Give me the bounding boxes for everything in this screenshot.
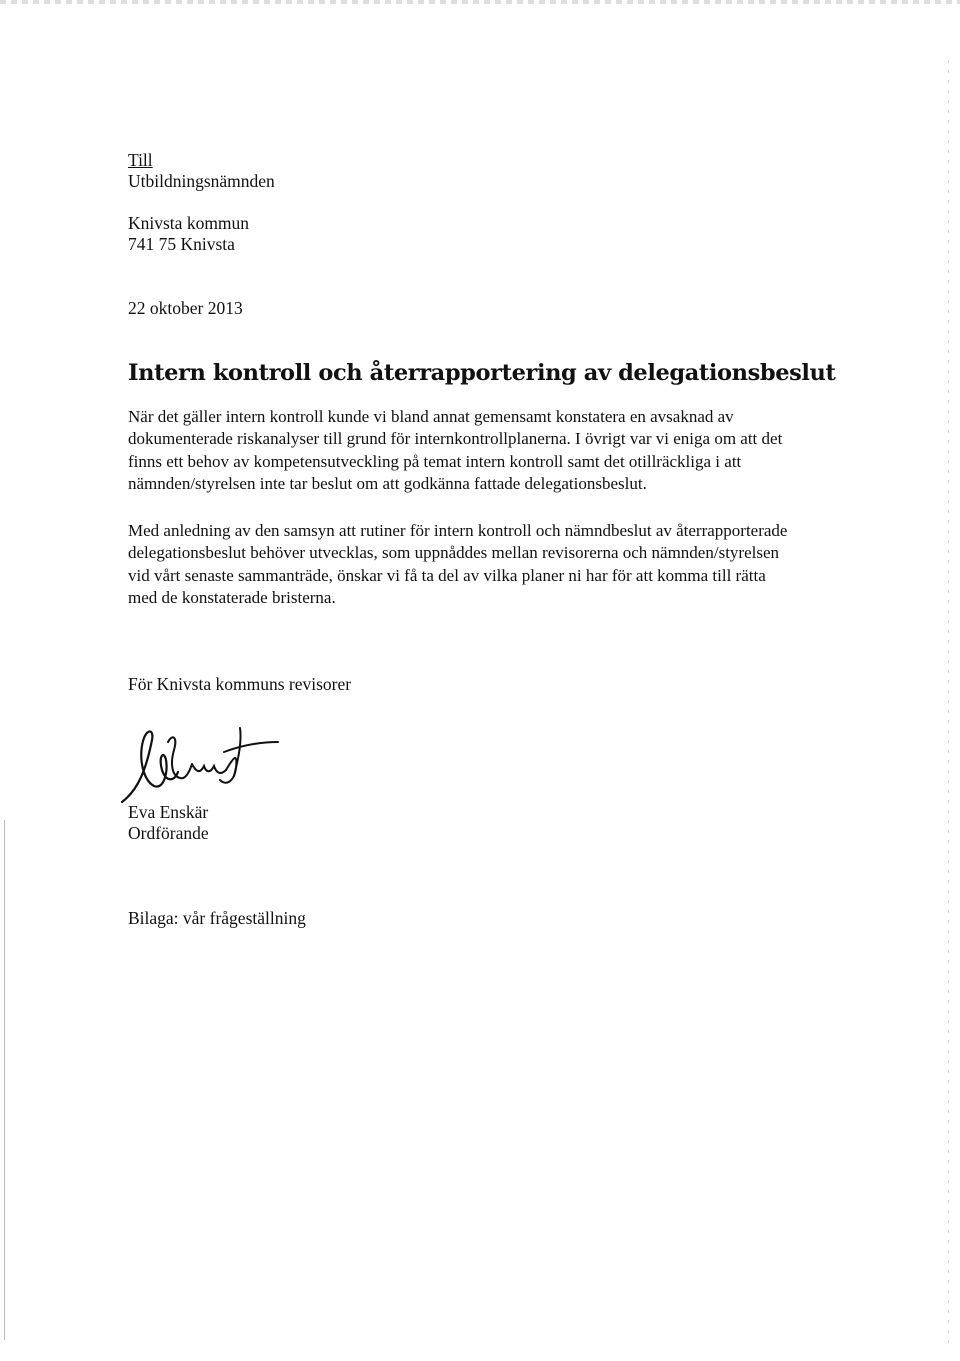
signer-block xyxy=(128,802,209,844)
date-text: 22 oktober 2013 xyxy=(128,298,243,318)
paragraph-line: När det gäller intern kontroll kunde vi bland annat gemensamt konstatera en avsaknad av xyxy=(128,407,734,426)
signer-name: Eva Enskär xyxy=(128,802,209,822)
paragraph-line: delegationsbeslut behöver utvecklas, som uppnåddes mellan revisorerna och nämnden/styrelsen xyxy=(128,543,780,563)
recipient-block xyxy=(128,150,275,192)
paragraph-line: med de konstaterade bristerna. xyxy=(128,587,336,607)
paragraph-line: dokumenterade riskanalyser till grund för internkontrollplanerna. I övrigt var vi eniga om att det xyxy=(128,429,783,449)
paragraph-line: Med anledning av den samsyn att rutiner för intern kontroll och nämndbeslut av återrapporterade xyxy=(128,521,788,540)
recipient-name: Utbildningsnämnden xyxy=(128,171,275,191)
letter-date xyxy=(128,298,243,319)
handwritten-signature xyxy=(108,720,288,810)
closing-line xyxy=(128,674,351,695)
recipient-till: Till xyxy=(128,150,153,170)
recipient-postal: 741 75 Knivsta xyxy=(128,234,235,254)
scan-edge-top xyxy=(0,0,960,4)
recipient-org: Knivsta kommun xyxy=(128,213,250,233)
paragraph-1 xyxy=(128,406,848,495)
closing-text: För Knivsta kommuns revisorer xyxy=(128,674,352,694)
address-block xyxy=(128,213,249,255)
attachment-text: Bilaga: vår frågeställning xyxy=(128,908,306,928)
paragraph-line: finns ett behov av kompetensutveckling på temat intern kontroll samt det otillräckliga i att xyxy=(128,451,742,471)
paragraph-line: vid vårt senaste sammanträde, önskar vi få ta del av vilka planer ni har för att komma till rätta xyxy=(128,565,766,585)
paragraph-2 xyxy=(128,520,848,609)
attachment-line xyxy=(128,908,306,929)
scan-edge-left xyxy=(4,820,5,1340)
paragraph-line: nämnden/styrelsen inte tar beslut om att godkänna fattade delegationsbeslut. xyxy=(128,473,647,493)
scan-edge-right xyxy=(948,60,949,1350)
page-title: Intern kontroll och återrapportering av delegationsbeslut xyxy=(128,360,836,386)
signer-role: Ordförande xyxy=(128,823,209,843)
